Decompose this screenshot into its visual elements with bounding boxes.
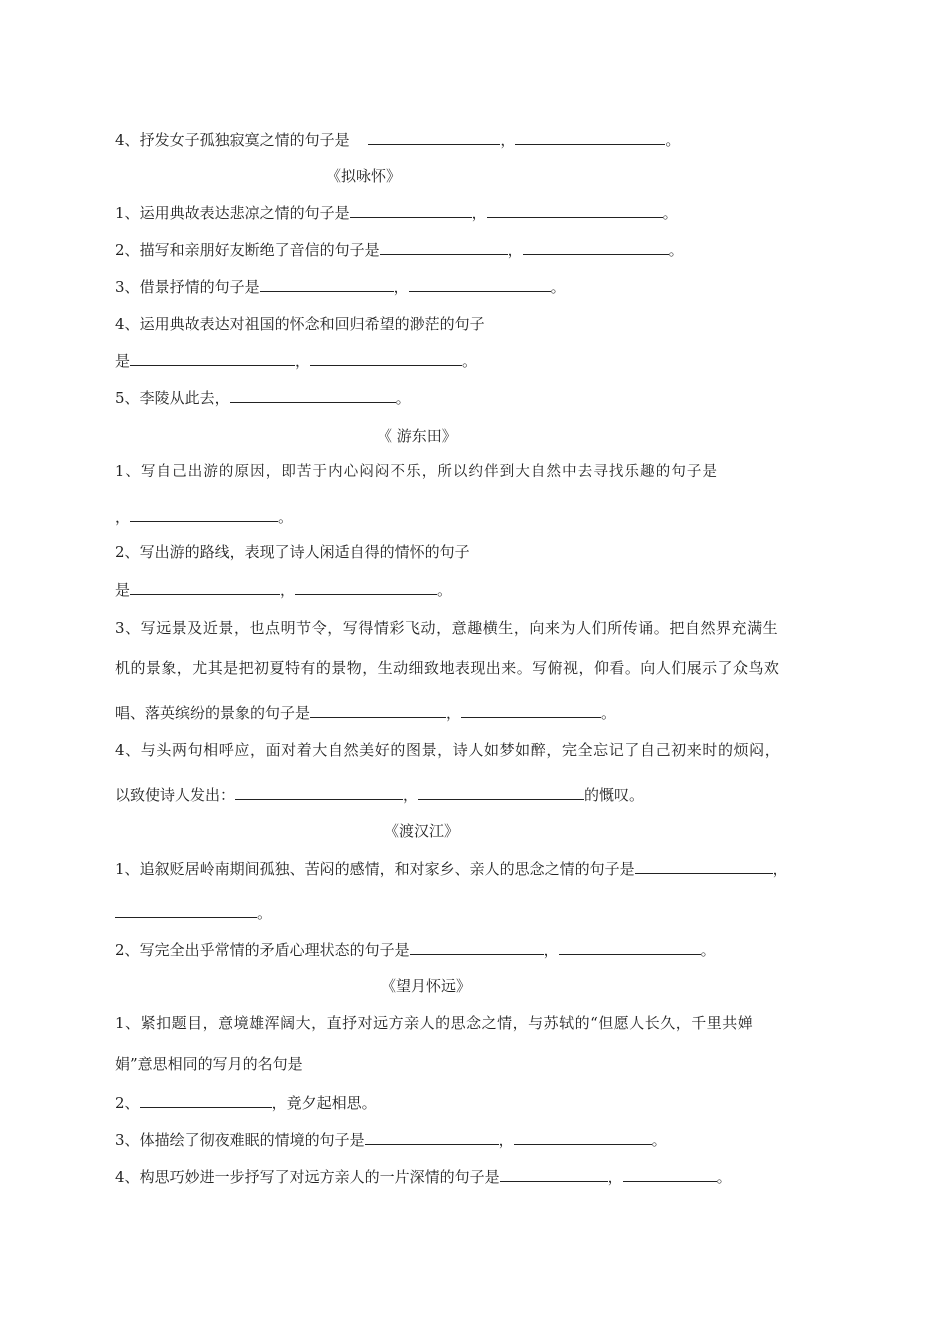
question-line: 1、追叙贬居岭南期间孤独、苦闷的感情，和对家乡、亲人的思念之情的句子是 ， <box>115 860 788 878</box>
question-line: 4、运用典故表达对祖国的怀念和回归希望的渺茫的句子 <box>115 315 485 333</box>
question-line: 1、紧扣题目，意境雄浑阔大，直抒对远方亲人的思念之情，与苏轼的“但愿人长久，千里共婵 <box>115 1014 754 1032</box>
section-title: 《望月怀远》 <box>381 977 472 995</box>
question-text: 以致使诗人发出： <box>115 786 236 804</box>
question-line: 2、写出游的路线，表现了诗人闲适自得的情怀的句子 <box>115 543 470 561</box>
answer-blank[interactable] <box>295 580 437 595</box>
question-text: 构思巧妙进一步抒写了对远方亲人的一片深情的句子是 <box>139 1168 500 1186</box>
question-text: 抒发女子孤独寂寞之情的句子是 <box>139 131 355 149</box>
question-text: 机的景象，尤其是把初夏特有的景物，生动细致地表现出来。写俯视，仰看。向人们展示了众鸟欢 <box>115 659 780 677</box>
question-line: 2、描写和亲朋好友断绝了音信的句子是 ， 。 <box>115 241 684 259</box>
question-line: ， 。 <box>115 508 294 526</box>
question-number: 3 <box>115 278 125 296</box>
question-number: 3 <box>115 1131 125 1149</box>
question-text: ，竟夕起相思。 <box>271 1094 377 1112</box>
question-number: 2 <box>115 543 125 561</box>
answer-blank[interactable] <box>409 277 551 292</box>
question-text: 描写和亲朋好友断绝了音信的句子是 <box>139 241 380 259</box>
question-number: 3 <box>115 619 126 637</box>
question-line: 唱、落英缤纷的景象的句子是 ， 。 <box>115 704 617 722</box>
question-line: 4、构思巧妙进一步抒写了对远方亲人的一片深情的句子是 ， 。 <box>115 1168 732 1186</box>
question-number: 1 <box>115 204 125 222</box>
answer-blank[interactable] <box>230 388 396 403</box>
answer-blank[interactable] <box>523 240 669 255</box>
answer-blank[interactable] <box>140 1093 272 1108</box>
question-line: 2、 ，竟夕起相思。 <box>115 1094 377 1112</box>
question-text: 紧扣题目，意境雄浑阔大，直抒对远方亲人的思念之情，与苏轼的“但愿人长久，千里共婵 <box>140 1014 754 1032</box>
question-line: 1、运用典故表达悲凉之情的句子是 ， 。 <box>115 204 678 222</box>
question-number: 1 <box>115 464 126 480</box>
answer-blank[interactable] <box>235 785 403 800</box>
answer-blank[interactable] <box>635 859 773 874</box>
question-number: 2 <box>115 1094 125 1112</box>
question-line: 4、与头两句相呼应，面对着大自然美好的图景，诗人如梦如醉，完全忘记了自己初来时的烦闷， <box>115 741 781 759</box>
question-text: ， <box>115 508 131 526</box>
question-text: 运用典故表达对祖国的怀念和回归希望的渺茫的句子 <box>139 315 485 333</box>
question-line: 是 ， 。 <box>115 581 453 599</box>
question-text: 是 <box>115 581 131 599</box>
question-number: 2 <box>115 941 125 959</box>
answer-blank[interactable] <box>260 277 394 292</box>
question-line: 3、写远景及近景，也点明节令，写得情彩飞动，意趣横生，向来为人们所传诵。把自然界充满生 <box>115 619 779 637</box>
question-text: 借景抒情的句子是 <box>139 278 260 296</box>
question-number: 5 <box>115 389 125 407</box>
answer-blank[interactable] <box>514 1130 652 1145</box>
question-text: 写自己出游的原因，即苦于内心闷闷不乐，所以约伴到大自然中去寻找乐趣的句子是 <box>140 464 719 480</box>
question-text: 唱、落英缤纷的景象的句子是 <box>115 704 311 722</box>
answer-blank[interactable] <box>623 1167 717 1182</box>
question-number: 4 <box>115 1168 125 1186</box>
question-number: 4 <box>115 131 125 149</box>
question-line <box>115 1054 303 1074</box>
answer-blank[interactable] <box>559 940 701 955</box>
question-text: 写出游的路线，表现了诗人闲适自得的情怀的句子 <box>139 543 470 561</box>
question-line: 以致使诗人发出： ， 的慨叹。 <box>115 786 645 804</box>
answer-blank[interactable] <box>130 507 278 522</box>
answer-blank[interactable] <box>461 703 601 718</box>
question-line: 3、借景抒情的句子是 ， 。 <box>115 278 566 296</box>
answer-blank[interactable] <box>130 351 295 366</box>
question-text: 追叙贬居岭南期间孤独、苦闷的感情，和对家乡、亲人的思念之情的句子是 <box>139 860 635 878</box>
question-number: 4 <box>115 741 126 759</box>
question-text: 写远景及近景，也点明节令，写得情彩飞动，意趣横生，向来为人们所传诵。把自然界充满生 <box>140 619 779 637</box>
answer-blank[interactable] <box>500 1167 608 1182</box>
question-line: 。 <box>115 903 272 923</box>
question-text: 与头两句相呼应，面对着大自然美好的图景，诗人如梦如醉，完全忘记了自己初来时的烦闷， <box>140 741 781 759</box>
answer-blank[interactable] <box>487 203 663 218</box>
question-number: 1 <box>115 860 125 878</box>
answer-blank[interactable] <box>515 130 665 145</box>
answer-blank[interactable] <box>350 203 472 218</box>
answer-blank[interactable] <box>410 940 544 955</box>
question-line: 2、写完全出乎常情的矛盾心理状态的句子是 ， 。 <box>115 941 716 959</box>
answer-blank[interactable] <box>310 351 462 366</box>
question-line: 1、写自己出游的原因，即苦于内心闷闷不乐，所以约伴到大自然中去寻找乐趣的句子是 <box>115 464 719 480</box>
question-text: 娟”意思相同的写月的名句是 <box>115 1055 303 1073</box>
question-line: 是 ， 。 <box>115 352 478 370</box>
answer-blank[interactable] <box>130 580 280 595</box>
question-line: 4、抒发女子孤独寂寞之情的句子是 ， 。 <box>115 131 681 149</box>
question-text: 李陵从此去， <box>139 389 230 407</box>
answer-blank[interactable] <box>310 703 446 718</box>
question-number: 2 <box>115 241 125 259</box>
section-title: 《 游东田》 <box>377 427 457 445</box>
question-text: 是 <box>115 352 131 370</box>
question-number: 4 <box>115 315 125 333</box>
question-text: 写完全出乎常情的矛盾心理状态的句子是 <box>139 941 410 959</box>
section-title: 《渡汉江》 <box>384 822 460 840</box>
question-line: 3、体描绘了彻夜难眠的情境的句子是 ， 。 <box>115 1131 667 1149</box>
answer-blank[interactable] <box>418 785 584 800</box>
question-line <box>115 658 779 678</box>
question-line: 5、李陵从此去， 。 <box>115 389 411 407</box>
answer-blank[interactable] <box>380 240 508 255</box>
section-title: 《拟咏怀》 <box>326 167 402 185</box>
answer-blank[interactable] <box>115 903 257 918</box>
question-number: 1 <box>115 1014 126 1032</box>
question-text: 体描绘了彻夜难眠的情境的句子是 <box>139 1131 365 1149</box>
answer-blank[interactable] <box>365 1130 499 1145</box>
question-text: 运用典故表达悲凉之情的句子是 <box>139 204 350 222</box>
answer-blank[interactable] <box>368 130 500 145</box>
